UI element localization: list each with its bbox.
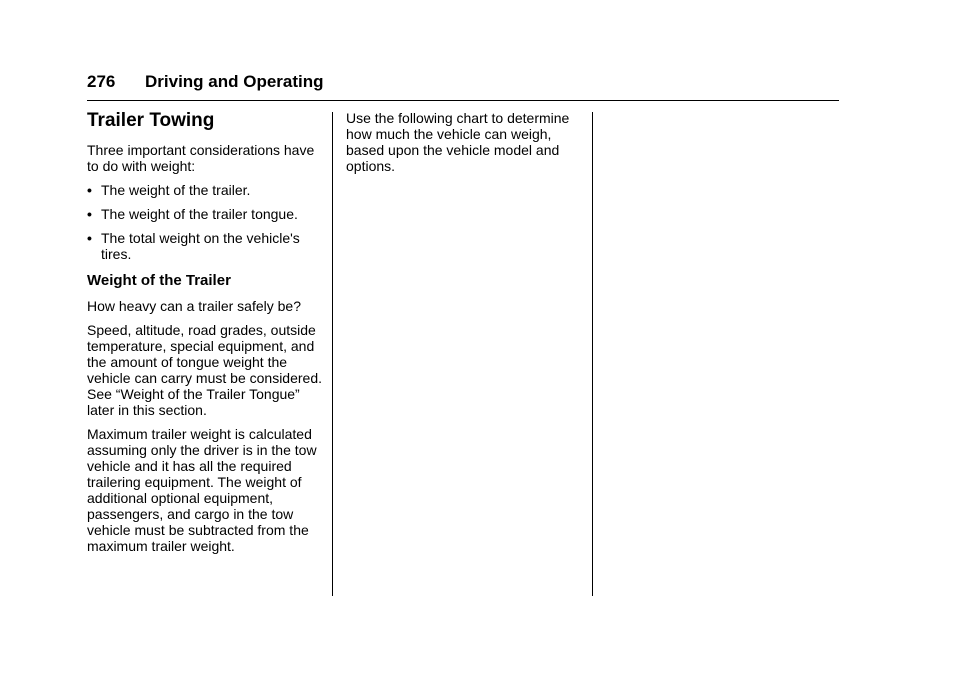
- subsection-title: Weight of the Trailer: [87, 272, 231, 289]
- bullet-text: The weight of the trailer tongue.: [101, 206, 298, 222]
- bullet-mark: •: [87, 206, 92, 222]
- bullet-text: The total weight on the vehicle's tires.: [101, 230, 300, 262]
- body-paragraph: Use the following chart to determine how much the vehicle can weigh, based upon the vehicle model and options.: [346, 110, 570, 174]
- bullet-list: [87, 182, 323, 262]
- list-item: [87, 206, 323, 222]
- page-header: [87, 72, 839, 101]
- column-divider: [592, 112, 593, 596]
- column-divider: [332, 112, 333, 596]
- bullet-mark: •: [87, 182, 92, 198]
- body-paragraph: How heavy can a trailer safely be?: [87, 298, 301, 314]
- middle-column: [346, 110, 582, 182]
- list-item: [87, 230, 323, 262]
- bullet-mark: •: [87, 230, 92, 246]
- intro-paragraph: Three important considerations have to do with weight:: [87, 142, 315, 174]
- left-column: [87, 110, 323, 562]
- section-title: Trailer Towing: [87, 110, 215, 131]
- bullet-text: The weight of the trailer.: [101, 182, 251, 198]
- list-item: [87, 182, 323, 198]
- body-paragraph: Speed, altitude, road grades, outside temperature, special equipment, and the amount of tongue weight the vehicle can carry must be considered. See “Weight of the Trailer Tongue” later in this section.: [87, 322, 322, 418]
- body-paragraph: Maximum trailer weight is calculated assuming only the driver is in the tow vehicle and it has all the required trailering equipment. The weight of additional optional equipment, passengers, and cargo in the tow vehicle must be subtracted from the maximum trailer weight.: [87, 426, 317, 554]
- page-section-title: Driving and Operating: [145, 72, 324, 91]
- page-number: 276: [87, 72, 116, 91]
